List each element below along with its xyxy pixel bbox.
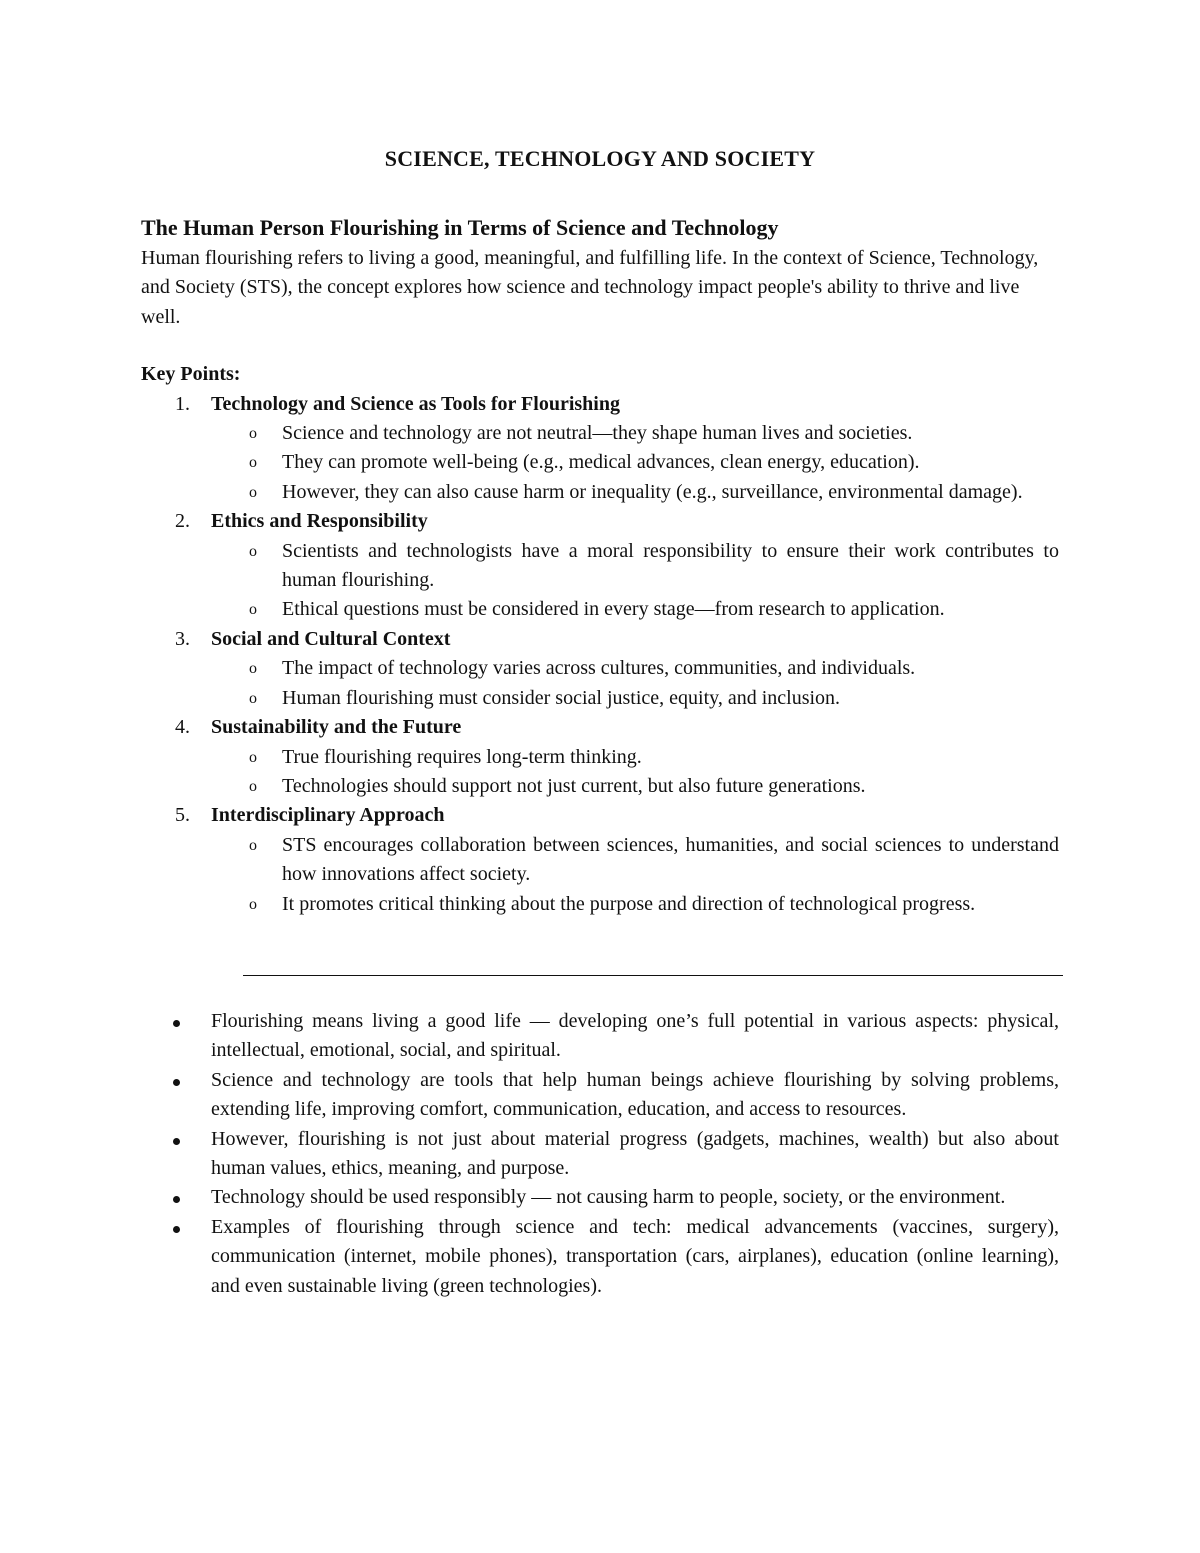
circle-bullet-icon: o bbox=[249, 542, 257, 560]
key-point bbox=[141, 507, 1059, 625]
summary-bullet bbox=[141, 1125, 1059, 1184]
bullet-dot-icon bbox=[173, 1226, 180, 1233]
circle-bullet-icon: o bbox=[249, 836, 257, 854]
sub-point-text: Human flourishing must consider social justice, equity, and inclusion. bbox=[282, 686, 841, 709]
sub-point-text: Scientists and technologists have a moral responsibility to ensure their work contributes to human flourishing. bbox=[282, 539, 1059, 592]
sub-point bbox=[211, 478, 1059, 507]
key-point-title: Sustainability and the Future bbox=[211, 716, 462, 739]
sub-point bbox=[211, 684, 1059, 713]
sub-point-list bbox=[211, 654, 1059, 713]
document-title: SCIENCE, TECHNOLOGY AND SOCIETY bbox=[384, 146, 816, 171]
sub-point bbox=[211, 595, 1059, 624]
bullet-dot-icon bbox=[173, 1079, 180, 1086]
summary-bullet-text: However, flourishing is not just about material progress (gadgets, machines, wealth) but also about human values, ethics, meaning, and purpose. bbox=[211, 1127, 1059, 1180]
sub-point-text: The impact of technology varies across cultures, communities, and individuals. bbox=[282, 657, 916, 680]
key-point-number: 2. bbox=[175, 510, 190, 533]
key-point-title: Interdisciplinary Approach bbox=[211, 804, 445, 827]
key-point-number: 3. bbox=[175, 627, 190, 650]
key-point bbox=[141, 801, 1059, 919]
key-point bbox=[141, 390, 1059, 508]
horizontal-divider bbox=[243, 975, 1063, 976]
sub-point bbox=[211, 772, 1059, 801]
key-point-title: Ethics and Responsibility bbox=[211, 510, 428, 533]
summary-bullet bbox=[141, 1183, 1059, 1212]
sub-point bbox=[211, 743, 1059, 772]
sub-point-text: True flourishing requires long-term thinking. bbox=[282, 745, 642, 768]
document-body bbox=[141, 212, 1059, 919]
circle-bullet-icon: o bbox=[249, 689, 257, 707]
key-points-label: Key Points: bbox=[141, 363, 241, 386]
bullet-dot-icon bbox=[173, 1138, 180, 1145]
sub-point-text: Science and technology are not neutral—they shape human lives and societies. bbox=[282, 422, 913, 445]
summary-bullet-text: Technology should be used responsibly — not causing harm to people, society, or the environment. bbox=[211, 1186, 1006, 1209]
circle-bullet-icon: o bbox=[249, 748, 257, 766]
sub-point-list bbox=[211, 537, 1059, 625]
key-point-number: 5. bbox=[175, 804, 190, 827]
key-point bbox=[141, 625, 1059, 713]
summary-bullet-text: Examples of flourishing through science and tech: medical advancements (vaccines, surgery), communication (internet, mobile phones), transportation (cars, airplanes), education (online learning), and even sustainable living (green technologies). bbox=[211, 1215, 1059, 1297]
circle-bullet-icon: o bbox=[249, 483, 257, 501]
key-points-list bbox=[141, 390, 1059, 919]
sub-point-list bbox=[211, 831, 1059, 919]
key-point bbox=[141, 713, 1059, 801]
sub-point-text: It promotes critical thinking about the purpose and direction of technological progress. bbox=[282, 892, 976, 915]
sub-point bbox=[211, 537, 1059, 596]
summary-bullet-text: Science and technology are tools that help human beings achieve flourishing by solving problems, extending life, improving comfort, communication, education, and access to resources. bbox=[211, 1068, 1059, 1121]
circle-bullet-icon: o bbox=[249, 895, 257, 913]
sub-point bbox=[211, 654, 1059, 683]
sub-point bbox=[211, 890, 1059, 919]
circle-bullet-icon: o bbox=[249, 777, 257, 795]
summary-bullet bbox=[141, 1007, 1059, 1066]
intro-paragraph: Human flourishing refers to living a good, meaningful, and fulfilling life. In the context of Science, Technology, and Society (STS), the concept explores how science and technology impact people's ability to thrive and live well. bbox=[141, 247, 1039, 328]
circle-bullet-icon: o bbox=[249, 601, 257, 619]
circle-bullet-icon: o bbox=[249, 660, 257, 678]
circle-bullet-icon: o bbox=[249, 454, 257, 472]
key-point-title: Social and Cultural Context bbox=[211, 627, 451, 650]
sub-point-list bbox=[211, 743, 1059, 802]
section-heading: The Human Person Flourishing in Terms of Science and Technology bbox=[141, 215, 779, 240]
circle-bullet-icon: o bbox=[249, 425, 257, 443]
key-point-number: 1. bbox=[175, 392, 190, 415]
sub-point-text: Technologies should support not just current, but also future generations. bbox=[282, 774, 866, 797]
summary-bullet-text: Flourishing means living a good life — developing one’s full potential in various aspects: physical, intellectual, emotional, social, and spiritual. bbox=[211, 1010, 1059, 1062]
summary-bullet bbox=[141, 1213, 1059, 1301]
sub-point-text: However, they can also cause harm or inequality (e.g., surveillance, environmental damage). bbox=[282, 480, 1023, 503]
sub-point-text: They can promote well-being (e.g., medical advances, clean energy, education). bbox=[282, 451, 920, 474]
sub-point bbox=[211, 831, 1059, 890]
bullet-dot-icon bbox=[173, 1020, 180, 1027]
summary-bullet bbox=[141, 1066, 1059, 1125]
sub-point-text: STS encourages collaboration between sciences, humanities, and social sciences to understand how innovations affect society. bbox=[282, 833, 1059, 886]
key-point-title: Technology and Science as Tools for Flourishing bbox=[211, 392, 620, 415]
sub-point-list bbox=[211, 419, 1059, 507]
sub-point bbox=[211, 448, 1059, 477]
summary-bullet-list bbox=[141, 1007, 1059, 1301]
key-point-number: 4. bbox=[175, 716, 190, 739]
sub-point bbox=[211, 419, 1059, 448]
sub-point-text: Ethical questions must be considered in every stage—from research to application. bbox=[282, 598, 945, 621]
bullet-dot-icon bbox=[173, 1196, 180, 1203]
